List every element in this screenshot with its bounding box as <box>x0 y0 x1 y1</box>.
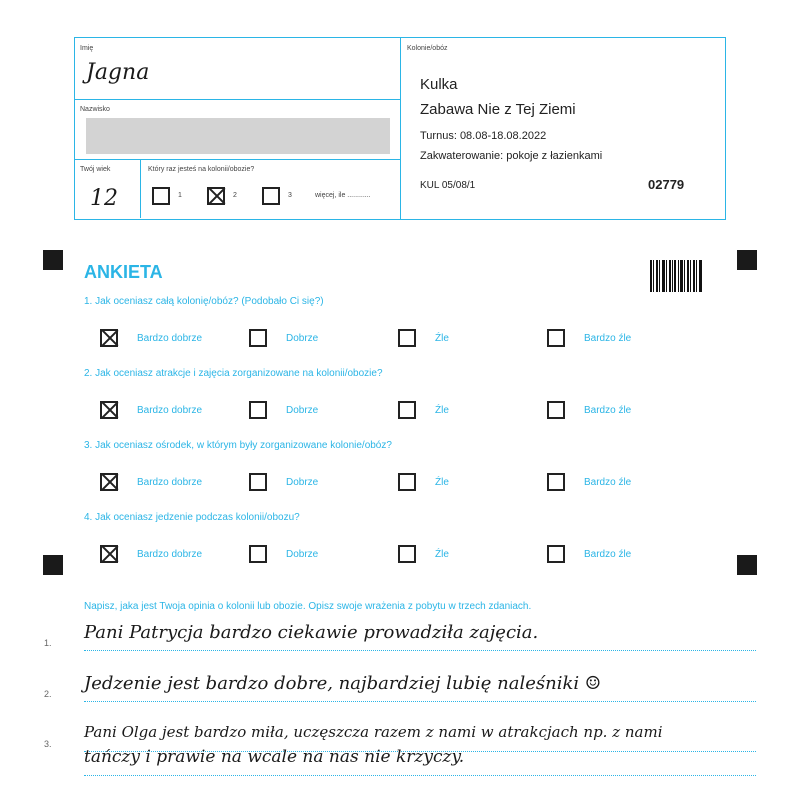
answer-text[interactable]: Pani Olga jest bardzo miła, uczęszcza razem z nami w atrakcjach np. z nami <box>84 723 663 741</box>
age-label: Twój wiek <box>80 166 111 173</box>
answer-line-number: 2. <box>44 689 52 699</box>
camp-code: KUL 05/08/1 <box>420 180 476 191</box>
question-4-checkbox-2[interactable] <box>249 545 267 563</box>
option-label: Bardzo źle <box>584 333 632 344</box>
question-text: 1. Jak oceniasz całą kolonię/obóz? (Podobało Ci się?) <box>84 296 324 307</box>
surname-label: Nazwisko <box>80 106 110 113</box>
answer-line <box>84 775 756 776</box>
option-label: Źle <box>435 477 449 488</box>
option-label: Źle <box>435 549 449 560</box>
accommodation: Zakwaterowanie: pokoje z łazienkami <box>420 150 603 162</box>
question-1-checkbox-4[interactable] <box>547 329 565 347</box>
answer-line <box>84 650 756 651</box>
option-label: Dobrze <box>286 405 319 416</box>
registration-marker-bottom-right <box>737 555 757 575</box>
question-text: 2. Jak oceniasz atrakcje i zajęcia zorganizowane na kolonii/obozie? <box>84 368 383 379</box>
option-label: Bardzo źle <box>584 549 632 560</box>
barcode-icon <box>650 260 702 292</box>
option-label: Dobrze <box>286 549 319 560</box>
option-label: Bardzo dobrze <box>137 477 203 488</box>
times-option-2: 2 <box>233 192 237 199</box>
answer-text-continued[interactable]: tańczy i prawie na wcale na nas nie krzyczy. <box>84 747 465 767</box>
question-2-checkbox-3[interactable] <box>398 401 416 419</box>
question-3-checkbox-2[interactable] <box>249 473 267 491</box>
question-4-checkbox-4[interactable] <box>547 545 565 563</box>
option-label: Źle <box>435 333 449 344</box>
turnus: Turnus: 08.08-18.08.2022 <box>420 130 547 142</box>
option-label: Bardzo źle <box>584 477 632 488</box>
camp-program: Zabawa Nie z Tej Ziemi <box>420 101 576 118</box>
name-value[interactable]: Jagna <box>86 60 150 85</box>
option-label: Źle <box>435 405 449 416</box>
times-checkbox-3[interactable] <box>262 187 280 205</box>
option-label: Bardzo źle <box>584 405 632 416</box>
times-checkbox-1[interactable] <box>152 187 170 205</box>
row-divider <box>74 99 400 100</box>
answer-line <box>84 701 756 702</box>
header-divider <box>400 37 401 219</box>
question-4-checkbox-1[interactable] <box>100 545 118 563</box>
row-divider <box>74 159 400 160</box>
registration-marker-bottom-left <box>43 555 63 575</box>
times-checkbox-2[interactable] <box>207 187 225 205</box>
answer-text[interactable]: Pani Patrycja bardzo ciekawie prowadziła zajęcia. <box>84 622 539 643</box>
option-label: Dobrze <box>286 477 319 488</box>
question-4-checkbox-3[interactable] <box>398 545 416 563</box>
question-1-checkbox-3[interactable] <box>398 329 416 347</box>
question-2-checkbox-4[interactable] <box>547 401 565 419</box>
question-text: 4. Jak oceniasz jedzenie podczas kolonii/obozu? <box>84 512 300 523</box>
survey-title: ANKIETA <box>84 262 163 282</box>
option-label: Bardzo dobrze <box>137 333 203 344</box>
question-3-checkbox-1[interactable] <box>100 473 118 491</box>
option-label: Bardzo dobrze <box>137 549 203 560</box>
question-text: 3. Jak oceniasz ośrodek, w którym były zorganizowane kolonie/obóz? <box>84 440 392 451</box>
question-1-checkbox-1[interactable] <box>100 329 118 347</box>
surname-redacted <box>86 118 390 154</box>
name-label: Imię <box>80 45 94 52</box>
registration-marker-top-left <box>43 250 63 270</box>
times-more-label: więcej, ile ............ <box>315 192 371 199</box>
age-divider <box>140 159 141 218</box>
question-2-checkbox-2[interactable] <box>249 401 267 419</box>
times-label: Który raz jesteś na kolonii/obozie? <box>148 166 255 173</box>
question-2-checkbox-1[interactable] <box>100 401 118 419</box>
question-1-checkbox-2[interactable] <box>249 329 267 347</box>
answer-line-number: 1. <box>44 638 52 648</box>
camp-name: Kulka <box>420 76 458 93</box>
registration-marker-top-right <box>737 250 757 270</box>
times-option-1: 1 <box>178 192 182 199</box>
answer-text[interactable]: Jedzenie jest bardzo dobre, najbardziej lubię naleśniki ☺ <box>84 673 602 694</box>
camp-label: Kolonie/obóz <box>407 45 448 52</box>
question-3-checkbox-4[interactable] <box>547 473 565 491</box>
times-option-3: 3 <box>288 192 292 199</box>
opinion-prompt: Napisz, jaka jest Twoja opinia o kolonii lub obozie. Opisz swoje wrażenia z pobytu w trzech zdaniach. <box>84 601 532 612</box>
option-label: Dobrze <box>286 333 319 344</box>
question-3-checkbox-3[interactable] <box>398 473 416 491</box>
form-number: 02779 <box>648 177 685 192</box>
option-label: Bardzo dobrze <box>137 405 203 416</box>
age-value[interactable]: 12 <box>90 186 118 211</box>
answer-line-number: 3. <box>44 739 52 749</box>
